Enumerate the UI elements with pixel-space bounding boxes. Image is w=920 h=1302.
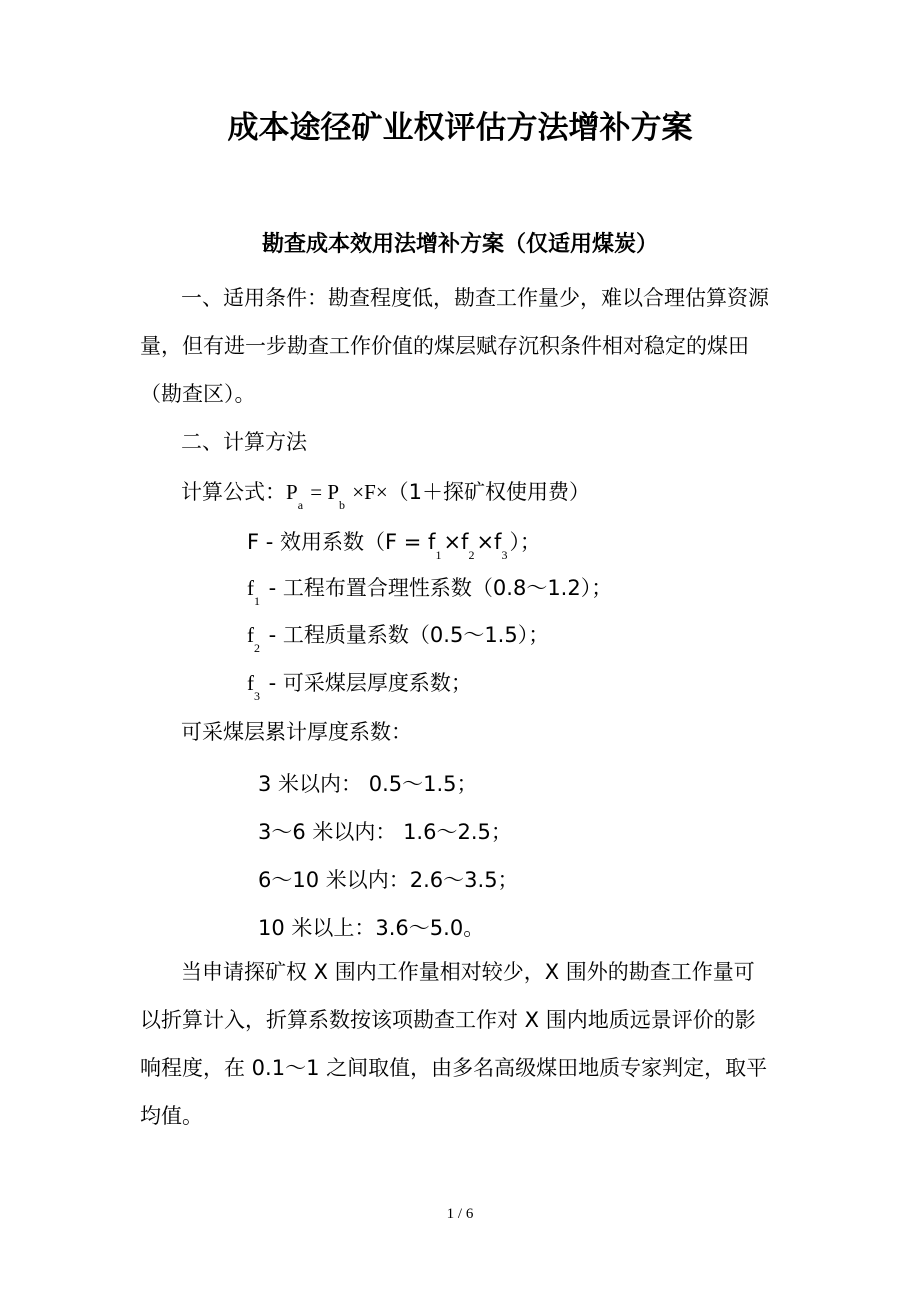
f1-subscript: 1 — [254, 594, 260, 608]
f3-text: - 可采煤层厚度系数； — [262, 671, 472, 695]
formula-label: 计算公式： — [181, 480, 286, 504]
paragraph-3-line-4: 均值。 — [140, 1104, 203, 1128]
formula-p-a: P — [286, 480, 298, 504]
formula-times-f: ×F× — [347, 480, 388, 504]
f2-line — [247, 621, 550, 655]
formula-line — [181, 478, 591, 512]
f1-symbol: f — [247, 576, 254, 600]
f-def-prefix: F - 效用系数（F = f — [247, 530, 436, 554]
paragraph-3-line-2: 以折算计入，折算系数按该项勘查工作对 X 围内地质远景评价的影 — [140, 1008, 756, 1032]
page-number: 1 / 6 — [446, 1206, 474, 1222]
document-title: 成本途径矿业权评估方法增补方案 — [227, 110, 693, 146]
subscript-2: 2 — [468, 548, 475, 562]
formula-rest: （1＋探矿权使用费） — [387, 480, 591, 504]
f2-subscript: 2 — [254, 641, 260, 655]
subscript-b: b — [339, 498, 346, 512]
paragraph-2-heading: 二、计算方法 — [181, 430, 307, 454]
f1-line — [247, 574, 613, 608]
f2-text: - 工程质量系数（0.5～1.5）； — [262, 623, 550, 647]
f2-symbol: f — [247, 623, 254, 647]
thickness-item: 3～6 米以内： 1.6～2.5； — [258, 820, 512, 844]
formula-p-b: P — [327, 480, 340, 504]
paragraph-1-line-3: （勘查区）。 — [140, 382, 256, 406]
f-def-times-2: ×f — [476, 530, 502, 554]
paragraph-3-line-1: 当申请探矿权 X 围内工作量相对较少，X 围外的勘查工作量可 — [181, 960, 755, 984]
thickness-item: 10 米以上：3.6～5.0。 — [258, 916, 485, 940]
f-definition-line — [247, 528, 541, 562]
thickness-heading: 可采煤层累计厚度系数： — [181, 720, 412, 744]
paragraph-3-line-3: 响程度，在 0.1～1 之间取值，由多名高级煤田地质专家判定，取平 — [140, 1056, 768, 1080]
paragraph-1-line-1: 一、适用条件：勘查程度低，勘查工作量少，难以合理估算资源 — [181, 286, 769, 310]
subscript-1: 1 — [435, 548, 442, 562]
paragraph-1-line-2: 量，但有进一步勘查工作价值的煤层赋存沉积条件相对稳定的煤田 — [140, 334, 749, 358]
thickness-item: 3 米以内： 0.5～1.5； — [258, 772, 478, 796]
formula-equals: = — [305, 480, 328, 504]
f-def-times-1: ×f — [443, 530, 469, 554]
subscript-a: a — [297, 498, 304, 512]
thickness-item: 6～10 米以内：2.6～3.5； — [258, 868, 519, 892]
f-def-suffix: ）； — [509, 530, 541, 554]
f3-line — [247, 669, 472, 703]
subscript-3: 3 — [501, 548, 508, 562]
section-title: 勘查成本效用法增补方案（仅适用煤炭） — [261, 232, 658, 257]
f1-text: - 工程布置合理性系数（0.8～1.2）； — [262, 576, 613, 600]
f3-symbol: f — [247, 671, 254, 695]
f3-subscript: 3 — [254, 689, 260, 703]
